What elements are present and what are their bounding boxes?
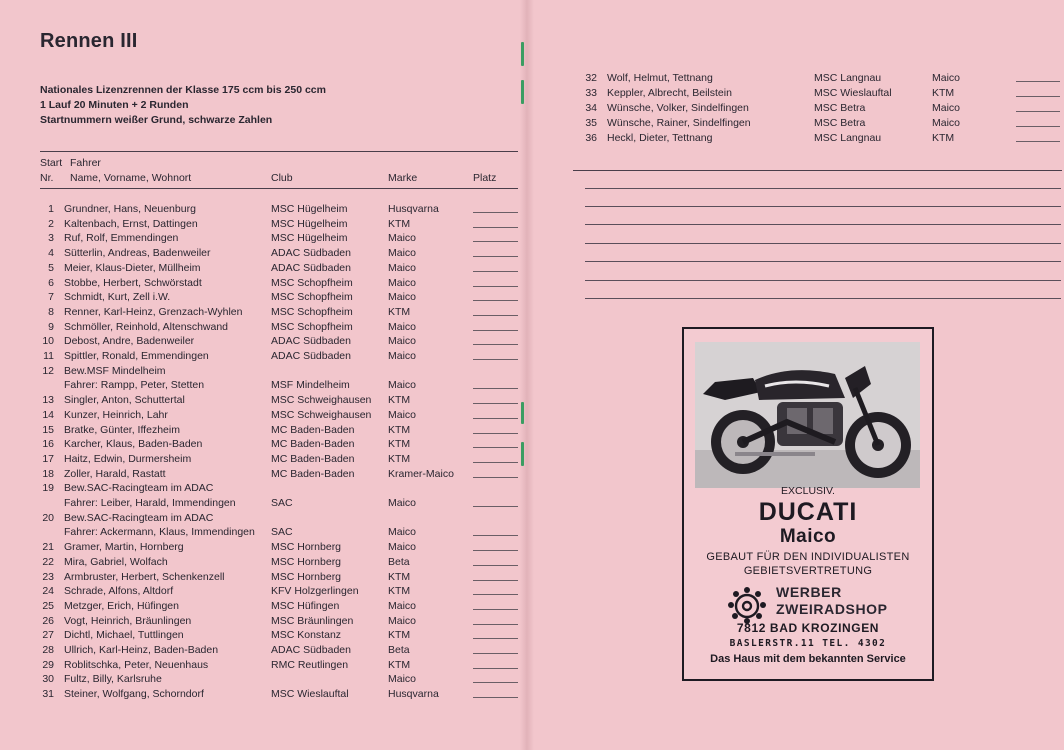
make-name: Maico: [388, 497, 417, 509]
start-number: 12: [42, 364, 54, 377]
table-row: [579, 71, 1062, 85]
driver-name: Wolf, Helmut, Tettnang: [607, 72, 713, 84]
make-name: KTM: [388, 658, 411, 671]
start-number: 34: [585, 102, 597, 114]
club-name: MSC Konstanz: [271, 629, 342, 642]
header-name: Name, Vorname, Wohnort: [70, 172, 192, 184]
start-number: 18: [42, 467, 54, 480]
club-name: MSC Hügelheim: [271, 217, 348, 230]
placement-line: [473, 609, 518, 610]
header-nr: Nr.: [40, 172, 54, 184]
club-name: MC Baden-Baden: [271, 423, 355, 436]
driver-name: Steiner, Wolfgang, Schorndorf: [64, 688, 204, 701]
driver-name: Bew.SAC-Racingteam im ADAC: [64, 482, 214, 495]
staple: [521, 80, 524, 104]
table-row: [40, 320, 520, 334]
race-class-line: Nationales Lizenzrennen der Klasse 175 ccm bis 250 ccm: [40, 84, 326, 96]
table-row: [40, 452, 520, 466]
table-row: [40, 687, 520, 701]
placement-line: [473, 565, 518, 566]
table-row: [40, 643, 520, 657]
make-name: Maico: [388, 335, 417, 348]
placement-line: [473, 638, 518, 639]
placement-line: [1016, 141, 1060, 142]
placement-line: [473, 506, 518, 507]
table-row: [40, 672, 520, 686]
start-number: 31: [42, 688, 54, 701]
driver-name: Kaltenbach, Ernst, Dattingen: [64, 217, 198, 230]
placement-line: [473, 653, 518, 654]
table-row: [40, 246, 520, 260]
placement-line: [473, 535, 518, 536]
driver-name: Singler, Anton, Schuttertal: [64, 394, 185, 407]
placement-line: [473, 256, 518, 257]
placement-line: [473, 418, 518, 419]
make-name: KTM: [388, 585, 411, 598]
club-name: MSC Schopfheim: [271, 320, 353, 333]
table-row: [579, 131, 1062, 145]
club-name: MC Baden-Baden: [271, 452, 355, 465]
ad-brand-maico: Maico: [779, 526, 837, 547]
make-name: KTM: [388, 217, 411, 230]
driver-name: Grundner, Hans, Neuenburg: [64, 203, 196, 215]
make-name: KTM: [388, 423, 411, 436]
club-name: MSC Hornberg: [271, 541, 342, 554]
driver-name: Fahrer: Ackermann, Klaus, Immendingen: [64, 526, 255, 539]
driver-name: Meier, Klaus-Dieter, Müllheim: [64, 261, 201, 274]
make-name: Husqvarna: [388, 203, 439, 215]
table-row: [579, 101, 1062, 115]
table-row: [40, 202, 520, 216]
driver-name: Schmöller, Reinhold, Altenschwand: [64, 320, 229, 333]
driver-name: Renner, Karl-Heinz, Grenzach-Wyhlen: [64, 305, 243, 318]
placement-line: [473, 594, 518, 595]
club-name: MSC Hornberg: [271, 570, 342, 583]
make-name: Maico: [388, 261, 417, 274]
table-row: [40, 261, 520, 275]
start-number: 1: [48, 203, 54, 215]
ad-address: BASLERSTR.11 TEL. 4302: [729, 638, 887, 649]
placement-line: [473, 462, 518, 463]
table-row: [40, 555, 520, 569]
start-number: 21: [42, 541, 54, 554]
driver-name: Ullrich, Karl-Heinz, Baden-Baden: [64, 644, 219, 656]
club-name: MSC Hornberg: [271, 555, 342, 568]
start-number: 17: [42, 452, 54, 465]
make-name: Maico: [388, 350, 417, 362]
table-row: [40, 217, 520, 231]
table-row: [40, 349, 520, 363]
club-name: MC Baden-Baden: [271, 438, 355, 451]
table-row: [40, 584, 520, 598]
start-number: 2: [48, 217, 54, 230]
ad-dealer-name: WERBER: [776, 584, 842, 600]
placement-line: [473, 271, 518, 272]
driver-name: Haitz, Edwin, Durmersheim: [64, 452, 192, 465]
table-row: [40, 408, 520, 422]
driver-name: Schmidt, Kurt, Zell i.W.: [64, 291, 171, 304]
club-name: MSC Langnau: [814, 72, 882, 84]
table-row: [40, 658, 520, 672]
start-number: 26: [42, 614, 54, 627]
placement-line: [473, 477, 518, 478]
driver-name: Schrade, Alfons, Altdorf: [64, 585, 174, 598]
club-name: ADAC Südbaden: [271, 261, 351, 274]
table-row: [579, 116, 1062, 130]
start-number: 8: [48, 305, 54, 318]
blank-entry-line: [585, 224, 1061, 225]
driver-name: Bew.SAC-Racingteam im ADAC: [64, 511, 214, 524]
make-name: KTM: [388, 452, 411, 465]
placement-line: [473, 550, 518, 551]
make-name: Maico: [388, 291, 417, 304]
club-name: ADAC Südbaden: [271, 350, 351, 362]
start-number: 33: [585, 87, 597, 99]
start-number: 22: [42, 555, 54, 568]
start-number: 6: [48, 276, 54, 289]
driver-name: Spittler, Ronald, Emmendingen: [64, 350, 209, 362]
driver-name: Stobbe, Herbert, Schwörstadt: [64, 276, 202, 289]
make-name: Maico: [388, 408, 417, 421]
make-name: Maico: [388, 320, 417, 333]
ad-exclusiv: EXCLUSIV.: [781, 485, 835, 497]
start-number: 30: [42, 673, 54, 686]
blank-entry-line: [585, 298, 1061, 299]
table-row: [40, 364, 520, 378]
placement-line: [473, 344, 518, 345]
placement-line: [473, 300, 518, 301]
placement-line: [1016, 96, 1060, 97]
table-row: [40, 628, 520, 642]
make-name: Beta: [388, 555, 410, 568]
start-number: 20: [42, 511, 54, 524]
placement-line: [473, 315, 518, 316]
placement-line: [473, 682, 518, 683]
make-name: KTM: [388, 438, 411, 451]
make-name: Maico: [388, 541, 417, 554]
make-name: Maico: [388, 599, 417, 612]
table-row: [40, 467, 520, 481]
table-row: [40, 393, 520, 407]
start-number: 10: [42, 335, 54, 348]
start-number: 32: [585, 72, 597, 84]
placement-line: [473, 447, 518, 448]
start-number: 27: [42, 629, 54, 642]
placement-line: [473, 580, 518, 581]
club-name: MSC Schweighausen: [271, 394, 372, 407]
driver-name: Mira, Gabriel, Wolfach: [64, 555, 168, 568]
ad-city: 7812 BAD KROZINGEN: [736, 621, 880, 635]
start-number: 29: [42, 658, 54, 671]
placement-line: [473, 433, 518, 434]
start-number: 24: [42, 585, 54, 598]
start-number-line: Startnummern weißer Grund, schwarze Zahlen: [40, 114, 273, 126]
club-name: ADAC Südbaden: [271, 247, 351, 260]
driver-name: Roblitschka, Peter, Neuenhaus: [64, 658, 209, 671]
placement-line: [473, 286, 518, 287]
blank-entry-line: [585, 280, 1061, 281]
club-name: SAC: [271, 526, 293, 539]
start-number: 36: [585, 132, 597, 144]
club-name: MSC Betra: [814, 117, 866, 129]
club-name: ADAC Südbaden: [271, 335, 351, 348]
driver-name: Fahrer: Leiber, Harald, Immendingen: [64, 497, 236, 509]
placement-line: [473, 668, 518, 669]
driver-name: Wünsche, Volker, Sindelfingen: [607, 102, 749, 114]
header-marke: Marke: [388, 172, 418, 184]
driver-name: Wünsche, Rainer, Sindelfingen: [607, 117, 751, 129]
placement-line: [473, 212, 518, 213]
table-row: [40, 437, 520, 451]
placement-line: [1016, 111, 1060, 112]
make-name: Maico: [932, 117, 961, 129]
blank-entry-line: [585, 206, 1061, 207]
start-number: 11: [43, 350, 54, 362]
table-row: [40, 276, 520, 290]
placement-line: [473, 359, 518, 360]
start-number: 9: [48, 320, 54, 333]
staple: [521, 42, 524, 66]
club-name: MSC Hügelheim: [271, 203, 348, 215]
dealer-advertisement: [682, 327, 934, 681]
staple: [521, 402, 524, 424]
make-name: KTM: [932, 87, 955, 99]
make-name: KTM: [388, 305, 411, 318]
page-fold: [520, 0, 534, 750]
start-number: 14: [42, 408, 54, 421]
make-name: Husqvarna: [388, 688, 439, 701]
start-number: 25: [42, 599, 54, 612]
club-name: SAC: [271, 497, 293, 509]
make-name: Maico: [932, 102, 961, 114]
club-name: MSC Wieslauftal: [814, 87, 892, 99]
make-name: KTM: [932, 132, 955, 144]
start-number: 5: [48, 261, 54, 274]
blank-entry-line: [585, 261, 1061, 262]
driver-name: Sütterlin, Andreas, Badenweiler: [64, 247, 211, 260]
driver-name: Kunzer, Heinrich, Lahr: [64, 408, 168, 421]
club-name: MSC Schopfheim: [271, 291, 353, 304]
table-row: [40, 305, 520, 319]
placement-line: [473, 697, 518, 698]
ad-brand-ducati: DUCATI: [758, 498, 858, 526]
club-name: MSC Hüfingen: [271, 599, 340, 612]
make-name: Maico: [388, 673, 417, 686]
driver-name: Karcher, Klaus, Baden-Baden: [64, 438, 203, 451]
start-number: 13: [42, 394, 54, 407]
make-name: Maico: [388, 232, 417, 245]
table-row: [40, 525, 520, 539]
start-number: 28: [42, 644, 54, 656]
table-row: [40, 481, 520, 495]
placement-line: [1016, 81, 1060, 82]
driver-name: Fahrer: Rampp, Peter, Stetten: [64, 379, 205, 392]
ad-slogan: Das Haus mit dem bekannten Service: [710, 653, 906, 665]
header-fahrer: Fahrer: [70, 157, 101, 169]
start-number: 3: [48, 232, 54, 245]
table-row: [40, 378, 520, 392]
table-row: [40, 599, 520, 613]
make-name: Kramer-Maico: [388, 467, 454, 480]
make-name: KTM: [388, 570, 411, 583]
driver-name: Debost, Andre, Badenweiler: [64, 335, 195, 348]
blank-entry-line: [585, 243, 1061, 244]
header-club: Club: [271, 172, 293, 184]
club-name: MSC Hügelheim: [271, 232, 348, 245]
driver-name: Heckl, Dieter, Tettnang: [607, 132, 713, 144]
club-name: MSC Schopfheim: [271, 305, 353, 318]
table-row: [40, 511, 520, 525]
placement-line: [473, 388, 518, 389]
start-number: 15: [42, 423, 54, 436]
start-number: 23: [42, 570, 54, 583]
make-name: KTM: [388, 629, 411, 642]
club-name: ADAC Südbaden: [271, 644, 351, 656]
club-name: MSC Bräunlingen: [271, 614, 354, 627]
driver-name: Metzger, Erich, Hüfingen: [64, 599, 179, 612]
make-name: Maico: [388, 526, 417, 539]
club-name: MC Baden-Baden: [271, 467, 355, 480]
table-row: [40, 496, 520, 510]
club-name: RMC Reutlingen: [271, 658, 349, 671]
driver-name: Bew.MSF Mindelheim: [64, 364, 166, 377]
club-name: MSC Betra: [814, 102, 866, 114]
make-name: Maico: [388, 276, 417, 289]
start-number: 16: [42, 438, 54, 451]
blank-entry-line: [585, 188, 1061, 189]
table-row: [40, 614, 520, 628]
start-number: 7: [48, 291, 54, 304]
right-top-rule: [573, 170, 1062, 171]
header-platz: Platz: [473, 172, 497, 184]
club-name: KFV Holzgerlingen: [271, 585, 359, 598]
placement-line: [473, 241, 518, 242]
ad-tagline: GEBAUT FÜR DEN INDIVIDUALISTEN: [706, 551, 910, 563]
make-name: Maico: [388, 247, 417, 260]
race-duration-line: 1 Lauf 20 Minuten + 2 Runden: [40, 99, 189, 111]
club-name: MSC Langnau: [814, 132, 882, 144]
placement-line: [473, 227, 518, 228]
table-row: [40, 290, 520, 304]
club-name: MSC Schopfheim: [271, 276, 353, 289]
table-header-rule: [40, 188, 518, 189]
make-name: Beta: [388, 644, 410, 656]
driver-name: Zoller, Harald, Rastatt: [64, 467, 166, 480]
ad-dealer-shop: ZWEIRADSHOP: [776, 601, 888, 617]
ad-gebietsvertretung: GEBIETSVERTRETUNG: [743, 565, 873, 577]
make-name: Maico: [388, 614, 417, 627]
placement-line: [1016, 126, 1060, 127]
placement-line: [473, 624, 518, 625]
club-name: MSF Mindelheim: [271, 379, 350, 392]
table-row: [579, 86, 1062, 100]
start-number: 35: [585, 117, 597, 129]
header-start: Start: [40, 157, 63, 169]
driver-name: Gramer, Martin, Hornberg: [64, 541, 184, 554]
table-row: [40, 423, 520, 437]
club-name: MSC Schweighausen: [271, 408, 372, 421]
driver-name: Ruf, Rolf, Emmendingen: [64, 232, 179, 245]
make-name: Maico: [388, 379, 417, 392]
page-title: Rennen III: [40, 30, 138, 52]
table-top-rule: [40, 151, 518, 152]
make-name: KTM: [388, 394, 411, 407]
driver-name: Fultz, Billy, Karlsruhe: [64, 673, 162, 686]
staple: [521, 442, 524, 466]
motorcycle-photo: [695, 342, 920, 488]
make-name: Maico: [932, 72, 961, 84]
start-number: 4: [48, 247, 54, 260]
driver-name: Vogt, Heinrich, Bräunlingen: [64, 614, 192, 627]
start-number: 19: [42, 482, 54, 495]
table-row: [40, 334, 520, 348]
table-row: [40, 540, 520, 554]
table-row: [40, 231, 520, 245]
driver-name: Bratke, Günter, Iffezheim: [64, 423, 180, 436]
table-row: [40, 570, 520, 584]
driver-name: Keppler, Albrecht, Beilstein: [607, 87, 732, 99]
placement-line: [473, 330, 518, 331]
driver-name: Armbruster, Herbert, Schenkenzell: [64, 570, 225, 583]
placement-line: [473, 403, 518, 404]
driver-name: Dichtl, Michael, Tuttlingen: [64, 629, 184, 642]
gear-logo-icon: [724, 585, 770, 625]
club-name: MSC Wieslauftal: [271, 688, 349, 701]
